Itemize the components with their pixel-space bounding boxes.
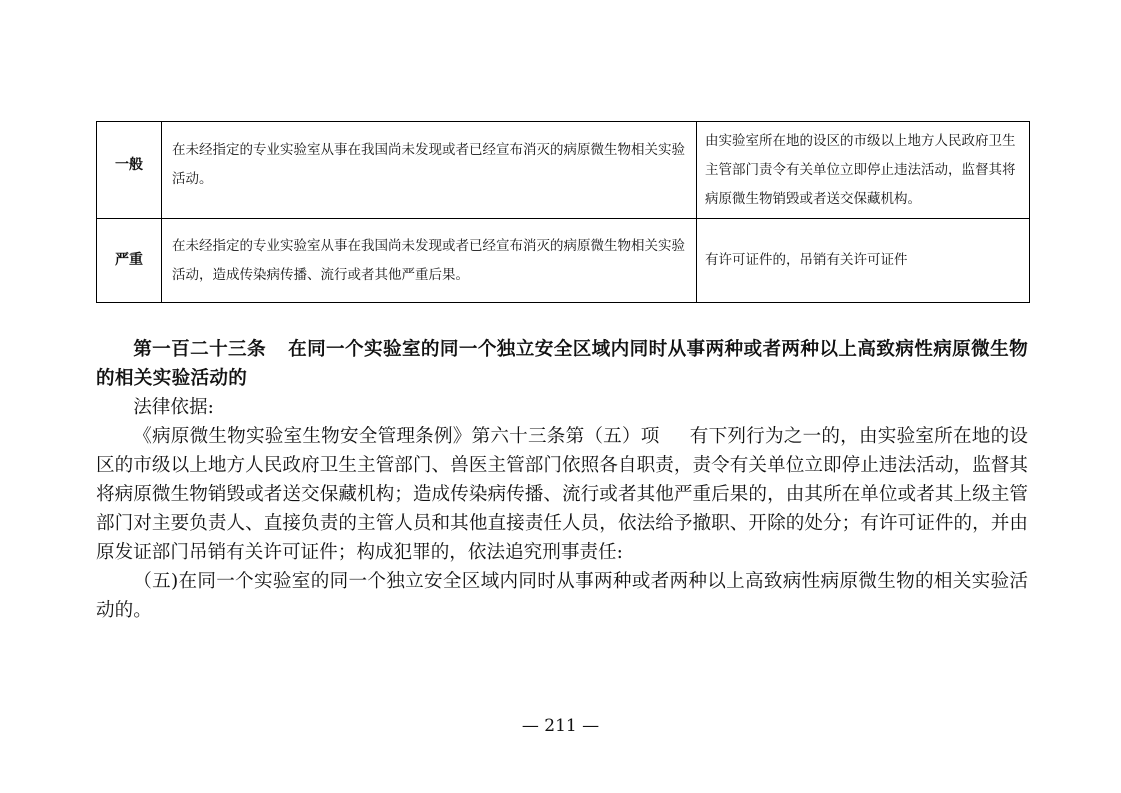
- penalty-table: [96, 121, 1030, 303]
- regulation-source: 《病原微生物实验室生物安全管理条例》第六十三条第（五）项: [133, 426, 660, 447]
- regulation-item-five: （五)在同一个实验室的同一个独立安全区域内同时从事两种或者两种以上高致病性病原微生物的相关实验活动的。: [96, 571, 1028, 621]
- article-title: 在同一个实验室的同一个独立安全区域内同时从事两种或者两种以上高致病性病原微生物的相关实验活动的: [96, 339, 1028, 389]
- violation-condition: 在未经指定的专业实验室从事在我国尚未发现或者已经宣布消灭的病原微生物相关实验活动，造成传染病传播、流行或者其他严重后果。: [162, 219, 697, 303]
- violation-condition: 在未经指定的专业实验室从事在我国尚未发现或者已经宣布消灭的病原微生物相关实验活动。: [162, 122, 697, 219]
- article-number: 第一百二十三条: [133, 339, 267, 360]
- article-section: [96, 335, 1028, 625]
- penalty-description: 由实验室所在地的设区的市级以上地方人民政府卫生主管部门责令有关单位立即停止违法活动，监督其将病原微生物销毁或者送交保藏机构。: [697, 122, 1030, 219]
- table-row: [97, 219, 1030, 303]
- table-row: [97, 122, 1030, 219]
- regulation-text: [96, 422, 1028, 567]
- penalty-description: 有许可证件的，吊销有关许可证件: [697, 219, 1030, 303]
- severity-level: 严重: [97, 219, 162, 303]
- severity-level: 一般: [97, 122, 162, 219]
- legal-basis-label: 法律依据:: [133, 397, 214, 418]
- regulation-body: 有下列行为之一的，由实验室所在地的设区的市级以上地方人民政府卫生主管部门、兽医主管部门依照各自职责，责令有关单位立即停止违法活动，监督其将病原微生物销毁或者送交保藏机构；造成传染病传播、流行或者其他严重后果的，由其所在单位或者其上级主管部门对主要负责人、直接负责的主管人员和其他直接责任人员，依法给予撤职、开除的处分；有许可证件的，并由原发证部门吊销有关许可证件；构成犯罪的，依法追究刑事责任:: [96, 426, 1028, 563]
- page-number: — 211 —: [521, 716, 600, 736]
- article-heading: [96, 335, 1028, 393]
